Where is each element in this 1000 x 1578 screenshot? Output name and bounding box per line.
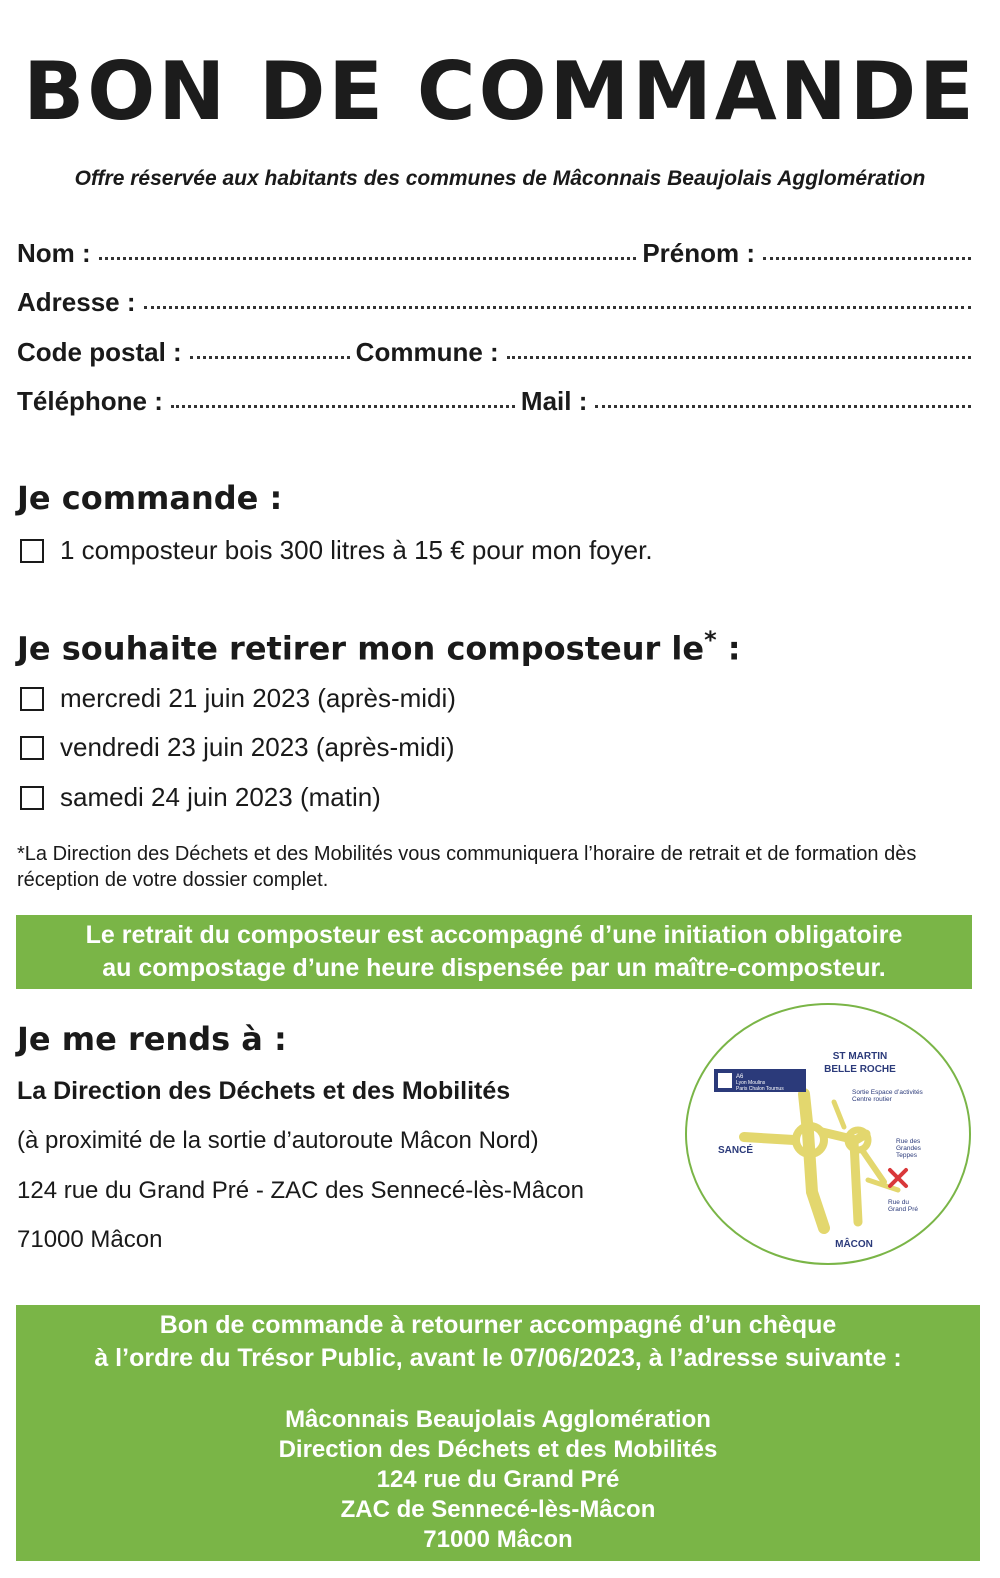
map-label-sortie-2: Centre routier xyxy=(852,1096,892,1103)
order-option-label: 1 composteur bois 300 litres à 15 € pour mon foyer. xyxy=(60,535,653,565)
map-svg xyxy=(684,1002,974,1266)
map-label-rue-gp-2: Grand Pré xyxy=(888,1206,918,1213)
telephone-field[interactable] xyxy=(171,404,515,408)
return-address-line: Mâconnais Beaujolais Agglomération xyxy=(285,1406,711,1433)
return-address xyxy=(16,1405,980,1555)
destination-line-1: (à proximité de la sortie d’autoroute Mâcon Nord) xyxy=(17,1127,539,1154)
prenom-label: Prénom : xyxy=(642,238,755,268)
code-postal-label: Code postal : xyxy=(17,337,182,367)
map-label-rue-gt-1: Rue des xyxy=(896,1138,921,1145)
return-address-line: 71000 Mâcon xyxy=(423,1526,573,1553)
page-subtitle: Offre réservée aux habitants des communes de Mâconnais Beaujolais Agglomération xyxy=(74,167,926,190)
pickup-option[interactable] xyxy=(20,683,456,714)
page-title: BON DE COMMANDE xyxy=(23,45,977,138)
a6-sign-line-1: A6 xyxy=(736,1074,744,1080)
commune-field[interactable] xyxy=(507,355,971,359)
return-address-line: Direction des Déchets et des Mobilités xyxy=(278,1436,718,1463)
mail-field[interactable] xyxy=(595,404,971,408)
pickup-heading-asterisk: * xyxy=(704,626,717,654)
a6-sign-line-2: Lyon Moulins xyxy=(736,1080,766,1086)
return-address-line: ZAC de Sennecé-lès-Mâcon xyxy=(340,1496,656,1523)
telephone-label: Téléphone : xyxy=(17,386,163,416)
initiation-banner xyxy=(16,915,972,989)
code-postal-field[interactable] xyxy=(190,355,350,359)
pickup-option[interactable] xyxy=(20,732,455,763)
map-label-sortie-1: Sortie Espace d’activités xyxy=(852,1089,923,1096)
return-line-2: à l’ordre du Trésor Public, avant le 07/06/2023, à l’adresse suivante : xyxy=(94,1344,902,1372)
map-label-st-martin: ST MARTIN xyxy=(832,1051,888,1062)
pickup-option[interactable] xyxy=(20,782,381,813)
order-checkbox[interactable] xyxy=(20,539,44,563)
order-option[interactable] xyxy=(20,535,653,566)
pickup-checkbox[interactable] xyxy=(20,736,44,760)
location-map xyxy=(684,1002,974,1266)
destination-heading: Je me rends à : xyxy=(17,1020,287,1058)
motorway-icon xyxy=(718,1073,732,1088)
pickup-option-label: mercredi 21 juin 2023 (après-midi) xyxy=(60,683,456,713)
map-label-belle-roche: BELLE ROCHE xyxy=(824,1064,896,1075)
pickup-option-label: vendredi 23 juin 2023 (après-midi) xyxy=(60,732,455,762)
return-instructions-banner xyxy=(16,1305,980,1561)
return-line-1: Bon de commande à retourner accompagné d’un chèque xyxy=(159,1311,837,1339)
order-heading: Je commande : xyxy=(17,479,283,517)
initiation-line-1: Le retrait du composteur est accompagné d’une initiation obligatoire xyxy=(85,921,903,949)
pickup-footnote: *La Direction des Déchets et des Mobilités vous communiquera l’horaire de retrait et de formation dès réception de votre dossier complet. xyxy=(17,843,917,891)
form-row-address xyxy=(17,287,977,318)
adresse-label: Adresse : xyxy=(17,287,136,317)
destination-name: La Direction des Déchets et des Mobilités xyxy=(17,1077,511,1105)
form-row-name xyxy=(17,238,977,269)
nom-field[interactable] xyxy=(99,256,637,260)
mail-label: Mail : xyxy=(520,386,588,416)
adresse-field[interactable] xyxy=(144,305,972,309)
commune-label: Commune : xyxy=(355,337,499,367)
prenom-field[interactable] xyxy=(763,256,971,260)
map-label-rue-gp-1: Rue du xyxy=(888,1199,909,1206)
map-label-sance: SANCÉ xyxy=(718,1145,754,1156)
map-label-rue-gt-2: Grandes xyxy=(896,1145,921,1152)
initiation-line-2: au compostage d’une heure dispensée par un maître-composteur. xyxy=(102,954,886,982)
a6-sign-line-3: Paris Chalon Tournus xyxy=(736,1086,784,1092)
pickup-checkbox[interactable] xyxy=(20,786,44,810)
pickup-heading xyxy=(17,626,741,668)
pickup-heading-text: Je souhaite retirer mon composteur le xyxy=(17,629,705,668)
map-label-rue-gt-3: Teppes xyxy=(896,1152,917,1159)
pickup-heading-colon: : xyxy=(716,629,741,668)
return-address-line: 124 rue du Grand Pré xyxy=(376,1466,620,1493)
form-row-postal xyxy=(17,337,977,368)
map-label-macon: MÂCON xyxy=(835,1239,873,1250)
pickup-checkbox[interactable] xyxy=(20,687,44,711)
nom-label: Nom : xyxy=(17,238,91,268)
destination-line-2: 124 rue du Grand Pré - ZAC des Sennecé-lès-Mâcon xyxy=(17,1177,584,1204)
form-row-contact xyxy=(17,386,977,417)
destination-line-3: 71000 Mâcon xyxy=(17,1226,163,1253)
pickup-option-label: samedi 24 juin 2023 (matin) xyxy=(60,782,381,812)
